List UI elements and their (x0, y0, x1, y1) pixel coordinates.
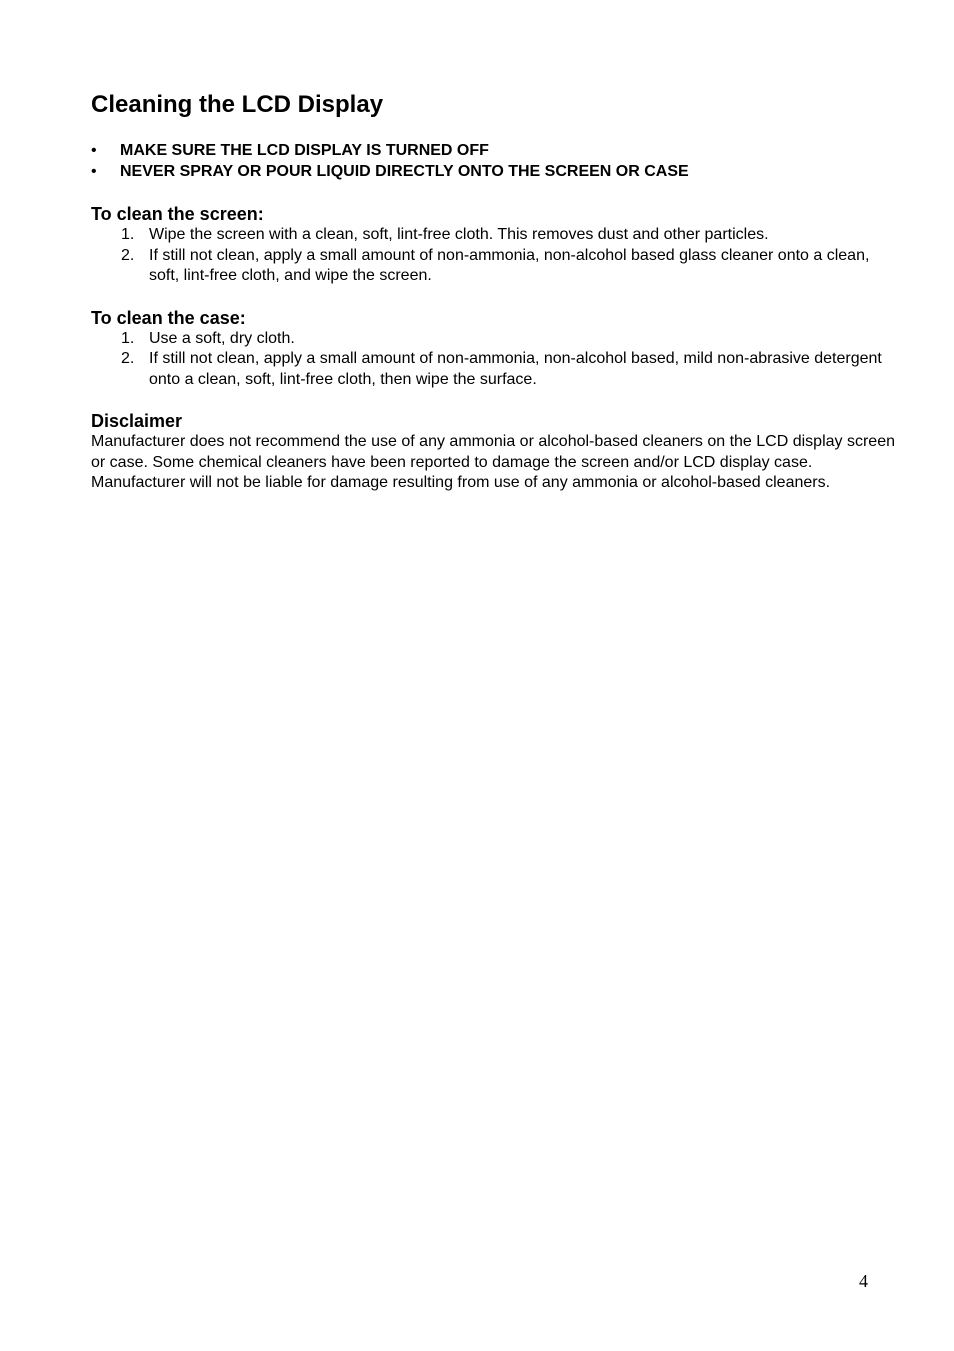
screen-section (91, 203, 901, 287)
step-number: 1. (121, 329, 135, 347)
warning-list (91, 140, 901, 182)
page-title: Cleaning the LCD Display (91, 91, 384, 118)
document-page (91, 88, 901, 494)
step-text: Wipe the screen with a clean, soft, lint-free cloth. This removes dust and other particles. (149, 226, 769, 243)
list-item (91, 246, 901, 287)
disclaimer-heading: Disclaimer (91, 411, 183, 431)
step-number: 2. (121, 350, 135, 367)
page-number: 4 (859, 1271, 868, 1291)
screen-steps (91, 225, 901, 287)
warning-item (91, 140, 901, 161)
step-text: If still not clean, apply a small amount of non-ammonia, non-alcohol based, mild non-abrasive detergent onto a clean, soft, lint-free cloth, then wipe the surface. (149, 350, 882, 388)
disclaimer-text: Manufacturer does not recommend the use of any ammonia or alcohol-based cleaners on the LCD display screen or case. Some chemical cleaners have been reported to damage the screen and/or LCD display case. Manufacturer will not be liable for damage resulting from use of any ammonia or alcohol-based cleaners. (91, 433, 895, 491)
step-text: Use a soft, dry cloth. (149, 329, 295, 347)
list-item (91, 329, 901, 350)
bullet-icon: • (91, 142, 97, 159)
step-text: If still not clean, apply a small amount of non-ammonia, non-alcohol based glass cleaner onto a clean, soft, lint-free cloth, and wipe the screen. (149, 246, 870, 284)
warning-text: NEVER SPRAY OR POUR LIQUID DIRECTLY ONTO THE SCREEN OR CASE (120, 163, 689, 180)
case-steps (91, 329, 901, 391)
case-section (91, 307, 901, 391)
case-heading: To clean the case: (91, 307, 246, 328)
warning-text: MAKE SURE THE LCD DISPLAY IS TURNED OFF (120, 142, 489, 159)
list-item (91, 225, 901, 246)
bullet-icon: • (91, 163, 97, 180)
step-number: 2. (121, 246, 135, 264)
list-item (91, 349, 901, 390)
disclaimer-section (91, 410, 901, 494)
warning-item (91, 161, 901, 182)
screen-heading: To clean the screen: (91, 204, 264, 224)
step-number: 1. (121, 226, 135, 243)
